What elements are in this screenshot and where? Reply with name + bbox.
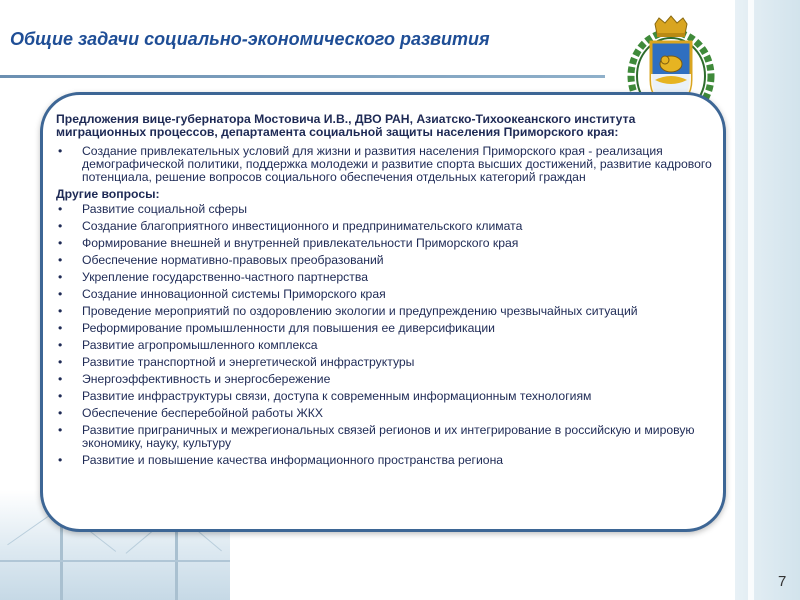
list-item-text: Развитие социальной сферы <box>82 202 247 216</box>
list-item-text: Реформирование промышленности для повышения ее диверсификации <box>82 321 495 335</box>
page-title: Общие задачи социально-экономического развития <box>10 29 490 49</box>
other-questions-heading: Другие вопросы: <box>56 187 160 201</box>
list-item <box>56 322 722 335</box>
list-item <box>56 424 722 450</box>
proposal-heading: Предложения вице-губернатора Мостовича И.В., ДВО РАН, Азиатско-Тихоокеанского института миграционных процессов, департамента социальной защиты населения Приморского края: <box>56 112 636 139</box>
list-item-text: Развитие инфраструктуры связи, доступа к современным информационным технологиям <box>82 389 592 403</box>
bullet-icon: • <box>58 219 63 233</box>
bridge-deck <box>0 560 230 562</box>
bullet-icon: • <box>58 287 63 301</box>
bullet-icon: • <box>58 321 63 335</box>
list-item <box>56 356 722 369</box>
list-item-text: Создание привлекательных условий для жизни и развития населения Приморского края - реализация демографической политики, поддержка молодежи и развитие спорта высших достижений, развитие кадрового потенциала, решение вопросов социального обеспечения отдельных категорий граждан <box>82 144 712 184</box>
list-item <box>56 237 722 250</box>
list-item <box>56 373 722 386</box>
proposal-list <box>56 145 722 184</box>
list-item-text: Развитие агропромышленного комплекса <box>82 338 318 352</box>
list-item-text: Укрепление государственно-частного партнерства <box>82 270 368 284</box>
bullet-icon: • <box>58 423 63 437</box>
list-item <box>56 220 722 233</box>
list-item <box>56 305 722 318</box>
content-body <box>56 113 722 471</box>
title-underline <box>0 75 605 78</box>
bullet-icon: • <box>58 338 63 352</box>
list-item <box>56 454 722 467</box>
list-item <box>56 145 722 184</box>
bullet-icon: • <box>58 253 63 267</box>
list-item-text: Обеспечение нормативно-правовых преобразований <box>82 253 384 267</box>
bullet-icon: • <box>58 355 63 369</box>
slide-number: 7 <box>778 573 787 590</box>
list-item <box>56 254 722 267</box>
list-item-text: Развитие транспортной и энергетической инфраструктуры <box>82 355 415 369</box>
other-questions-list <box>56 203 722 467</box>
list-item <box>56 339 722 352</box>
decorative-side-strip <box>735 0 800 600</box>
list-item <box>56 407 722 420</box>
list-item-text: Энергоэффективность и энергосбережение <box>82 372 331 386</box>
bullet-icon: • <box>58 406 63 420</box>
list-item-text: Проведение мероприятий по оздоровлению экологии и предупреждению чрезвычайных ситуаций <box>82 304 638 318</box>
list-item <box>56 288 722 301</box>
bullet-icon: • <box>58 236 63 250</box>
list-item-text: Обеспечение бесперебойной работы ЖКХ <box>82 406 324 420</box>
bullet-icon: • <box>58 270 63 284</box>
list-item-text: Создание благоприятного инвестиционного и предпринимательского климата <box>82 219 523 233</box>
bullet-icon: • <box>58 389 63 403</box>
list-item <box>56 203 722 216</box>
bullet-icon: • <box>58 304 63 318</box>
list-item <box>56 271 722 284</box>
bullet-icon: • <box>58 453 63 467</box>
list-item-text: Развитие и повышение качества информационного пространства региона <box>82 453 504 467</box>
list-item <box>56 390 722 403</box>
bullet-icon: • <box>58 372 63 386</box>
decorative-side-line <box>748 0 754 600</box>
bullet-icon: • <box>58 202 63 216</box>
list-item-text: Развитие приграничных и межрегиональных связей регионов и их интегрирование в российскую и мировую экономику, науку, культуру <box>82 423 695 450</box>
list-item-text: Создание инновационной системы Приморского края <box>82 287 386 301</box>
list-item-text: Формирование внешней и внутренней привлекательности Приморского края <box>82 236 519 250</box>
bullet-icon: • <box>58 144 63 158</box>
